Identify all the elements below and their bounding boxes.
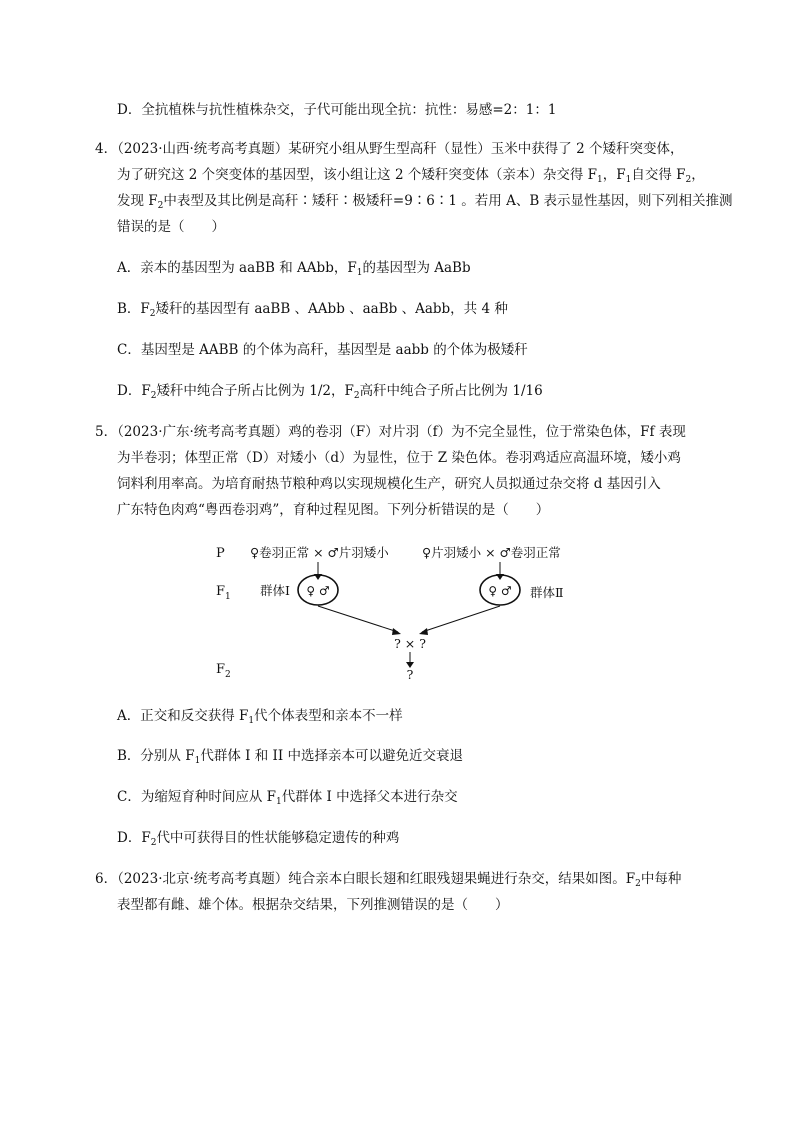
arrowhead-left-diagonal xyxy=(392,628,401,635)
q5-option-d: D．$F_2$代中可获得目的性状能够稳定遗传的种鸡 xyxy=(117,830,400,848)
q4-stem-line-4: 错误的是（ ） xyxy=(117,219,225,235)
f2-cross: ? × ? xyxy=(394,636,426,651)
question-number: 5． xyxy=(95,424,118,440)
cross-left: ♀卷羽正常 × ♂片羽矮小 xyxy=(250,545,389,560)
q5-stem-line-3: 饲料利用率高。为培育耐热节粮种鸡以实现规模化生产，研究人员拟通过杂交将 d 基因引入 xyxy=(117,476,661,492)
arrow-left-diagonal xyxy=(318,606,398,632)
q5-option-a: A．正交和反交获得 $F_1$代个体表型和亲本不一样 xyxy=(117,708,403,726)
cross-right: ♀片羽矮小 × ♂卷羽正常 xyxy=(422,545,561,560)
q4-stem-line-3: 发现 $F_2$中表型及其比例是高秆∶矮秆∶极矮秆=9∶6∶1 。若用 A、B 表示显性基因，则下列相关推测 xyxy=(117,193,733,211)
q5-stem-line-4: 广东特色肉鸡“粤西卷羽鸡”，育种过程见图。下列分析错误的是（ ） xyxy=(117,502,550,518)
q5-stem-line-1: 5．（2023·广东·统考高考真题）鸡的卷羽（F）对片羽（f）为不完全显性，位于常染色体，Ff 表现 xyxy=(95,424,686,440)
question-number: 6． xyxy=(95,871,118,887)
group-2-label: 群体Ⅱ xyxy=(530,585,564,600)
q3-option-d: D．全抗植株与抗性植株杂交，子代可能出现全抗：抗性：易感=2：1：1 xyxy=(117,102,557,118)
diagram-f1-label: $F_1$ xyxy=(216,584,231,602)
q5-stem-line-2: 为半卷羽；体型正常（D）对矮小（d）为显性，位于 Z 染色体。卷羽鸡适应高温环境，矮小鸡 xyxy=(117,450,681,466)
question-source: （2023·北京·统考高考真题） xyxy=(117,871,289,887)
question-source: （2023·山西·统考高考真题） xyxy=(117,141,289,157)
q4-option-b: B．$F_2$矮秆的基因型有 aaBB 、AAbb 、aaBb 、Aabb，共 4 种 xyxy=(117,301,508,319)
q4-stem-line-1: 4．（2023·山西·统考高考真题）某研究小组从野生型高秆（显性）玉米中获得了 2 个矮秆突变体， xyxy=(95,141,684,157)
q5-option-c: C．为缩短育种时间应从 $F_1$代群体 I 中选择父本进行杂交 xyxy=(117,789,458,807)
arrowhead-right-diagonal xyxy=(419,628,428,635)
q4-option-d: D．$F_2$矮秆中纯合子所占比例为 1/2，$F_2$高秆中纯合子所占比例为 1/16 xyxy=(117,383,543,401)
diagram-f2-label: $F_2$ xyxy=(216,662,231,680)
q4-stem-line-2: 为了研究这 2 个突变体的基因型，该小组让这 2 个矮秆突变体（亲本）杂交得 $F_1$，$F_1$自交得 $F_2$， xyxy=(117,167,705,185)
breeding-diagram xyxy=(200,538,600,688)
diagram-p-label: P xyxy=(216,546,225,561)
arrow-right-diagonal xyxy=(422,606,500,632)
group-1-label: 群体Ⅰ xyxy=(260,583,290,598)
f2-result: ? xyxy=(406,667,414,682)
q4-option-c: C．基因型是 AABB 的个体为高秆，基因型是 aabb 的个体为极矮秆 xyxy=(117,342,528,358)
group-1-sexes: ♀ ♂ xyxy=(306,584,330,598)
q4-option-a: A．亲本的基因型为 aaBB 和 AAbb，$F_1$的基因型为 AaBb xyxy=(117,260,471,278)
question-source: （2023·广东·统考高考真题） xyxy=(117,424,289,440)
q6-stem-line-2: 表型都有雌、雄个体。根据杂交结果，下列推测错误的是（ ） xyxy=(117,897,509,913)
question-number: 4． xyxy=(95,141,118,157)
q5-option-b: B．分别从 $F_1$代群体 I 和 II 中选择亲本可以避免近交衰退 xyxy=(117,748,463,766)
group-2-sexes: ♀ ♂ xyxy=(488,584,512,598)
q6-stem-line-1: 6．（2023·北京·统考高考真题）纯合亲本白眼长翅和红眼残翅果蝇进行杂交，结果如图。$F_2$中每种 xyxy=(95,871,682,889)
